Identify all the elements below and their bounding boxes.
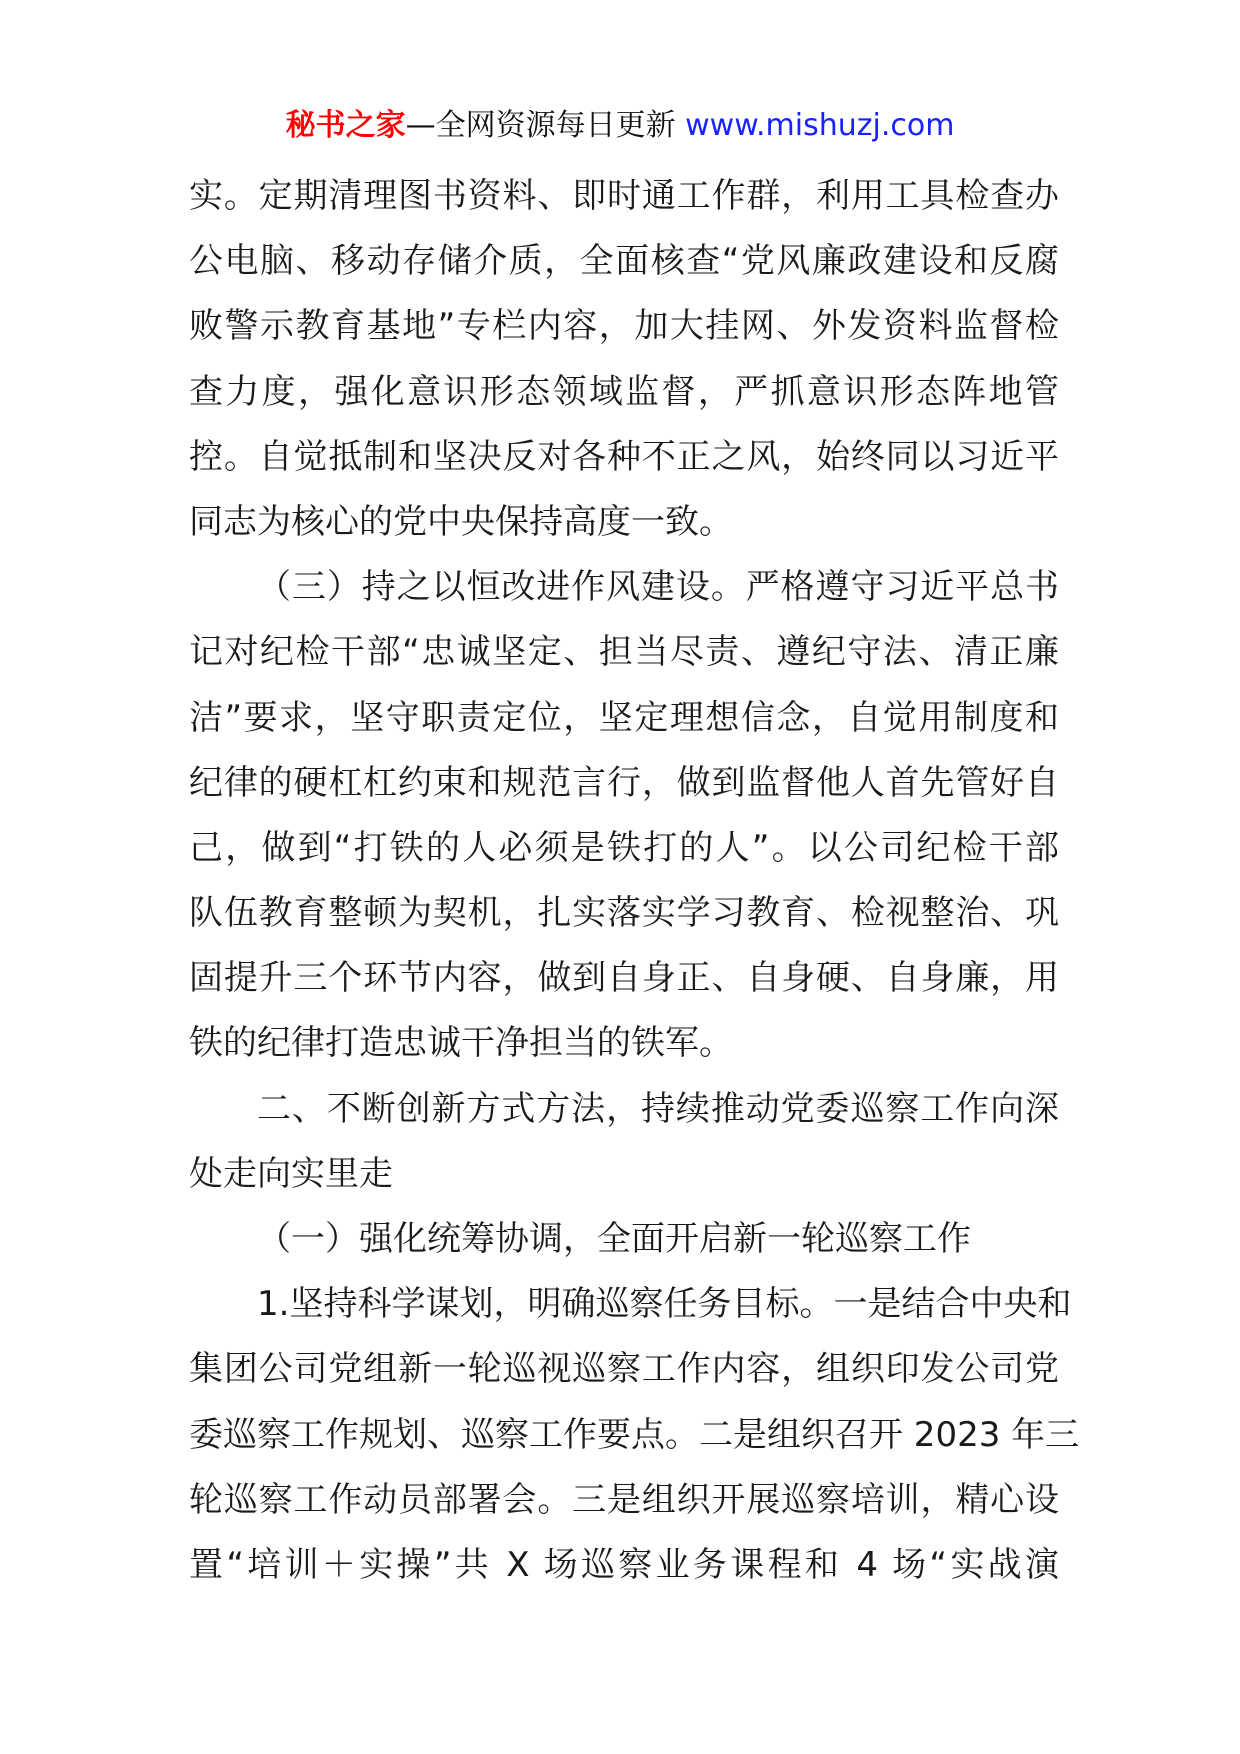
text-line: （一）强化统筹协调，全面开启新一轮巡察工作 bbox=[257, 1219, 971, 1259]
text-line: 队伍教育整顿为契机，扎实落实学习教育、检视整治、巩 bbox=[189, 893, 1059, 934]
text-line: 实。定期清理图书资料、即时通工作群，利用工具检查办 bbox=[189, 176, 1059, 216]
text-line: 置“培训＋实操”共 X 场巡察业务课程和 4 场“实战演 bbox=[189, 1544, 1059, 1585]
document-body bbox=[189, 164, 1080, 1598]
text-line: （三）持之以恒改进作风建设。严格遵守习近平总书 bbox=[257, 567, 1059, 608]
brand-name: 秘书之家 bbox=[285, 108, 406, 143]
text-line: 1.坚持科学谋划，明确巡察任务目标。一是结合中央和 bbox=[257, 1284, 1072, 1325]
text-line: 己，做到“打铁的人必须是铁打的人”。以公司纪检干部 bbox=[189, 827, 1059, 868]
site-header bbox=[0, 104, 1240, 148]
text-line: 查力度，强化意识形态领域监督，严抓意识形态阵地管 bbox=[189, 371, 1059, 412]
text-line: 控。自觉抵制和坚决反对各种不正之风，始终同以习近平 bbox=[189, 436, 1059, 477]
text-line: 处走向实里走 bbox=[189, 1153, 393, 1194]
text-line: 固提升三个环节内容，做到自身正、自身硬、自身廉，用 bbox=[189, 958, 1059, 999]
text-line: 轮巡察工作动员部署会。三是组织开展巡察培训，精心设 bbox=[189, 1479, 1059, 1520]
text-line: 集团公司党组新一轮巡视巡察工作内容，组织印发公司党 bbox=[189, 1349, 1059, 1390]
text-line: 纪律的硬杠杠约束和规范言行，做到监督他人首先管好自 bbox=[189, 762, 1059, 803]
text-line: 委巡察工作规划、巡察工作要点。二是组织召开 2023 年三 bbox=[189, 1414, 1080, 1455]
text-line: 洁”要求，坚守职责定位，坚定理想信念，自觉用制度和 bbox=[189, 697, 1059, 738]
text-line: 铁的纪律打造忠诚干净担当的铁军。 bbox=[189, 1023, 733, 1064]
text-line: 同志为核心的党中央保持高度一致。 bbox=[189, 501, 733, 542]
site-slogan: —全网资源每日更新 bbox=[405, 108, 686, 143]
text-line: 公电脑、移动存储介质，全面核查“党风廉政建设和反腐 bbox=[189, 241, 1059, 282]
text-line: 二、不断创新方式方法，持续推动党委巡察工作向深 bbox=[257, 1088, 1059, 1129]
site-url-link[interactable]: www.mishuzj.com bbox=[685, 108, 955, 143]
text-line: 记对纪检干部“忠诚坚定、担当尽责、遵纪守法、清正廉 bbox=[189, 632, 1059, 673]
text-line: 败警示教育基地”专栏内容，加大挂网、外发资料监督检 bbox=[189, 306, 1059, 347]
